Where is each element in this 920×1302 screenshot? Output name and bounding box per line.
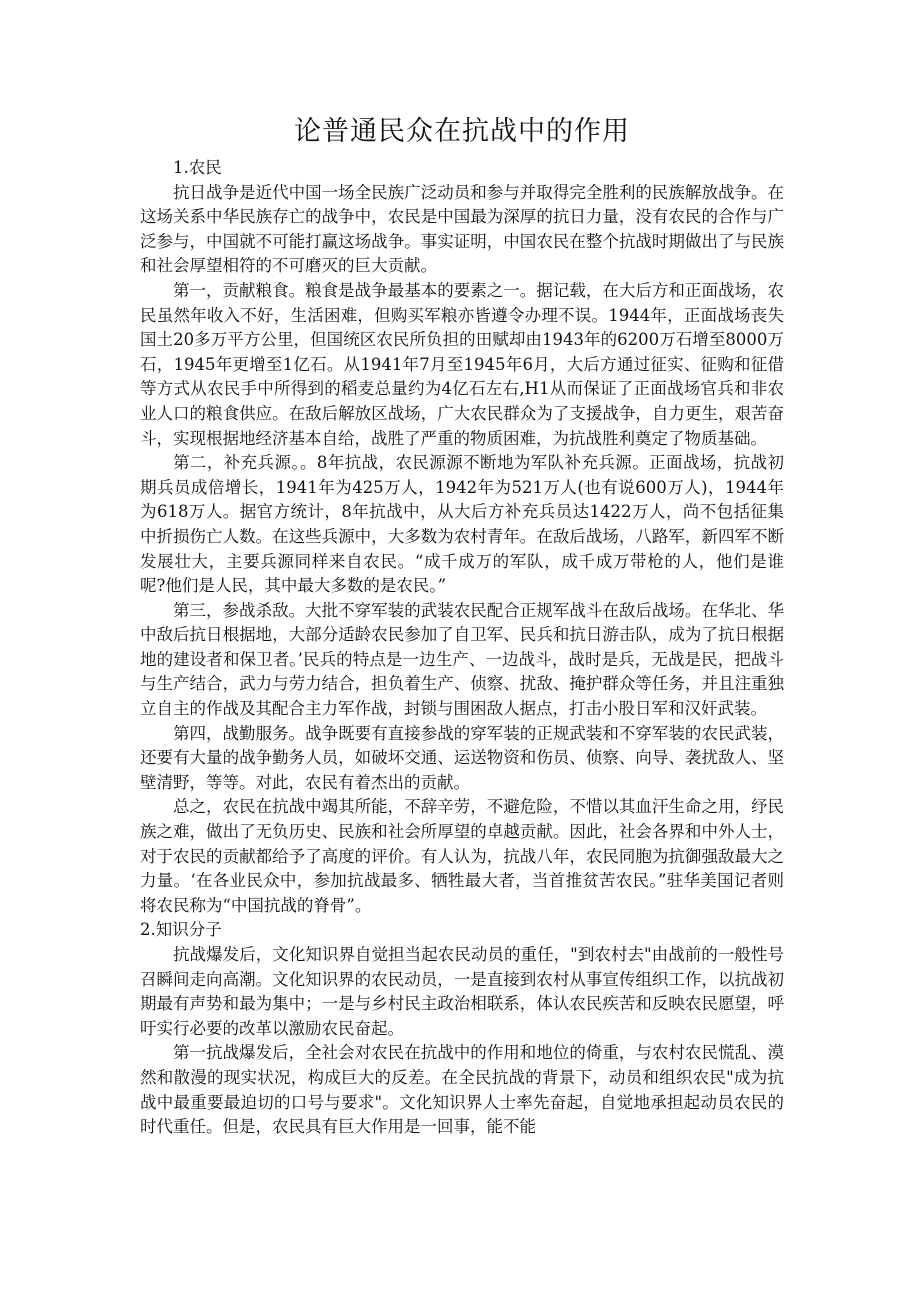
paragraph: 第三，参战杀敌。大批不穿军装的武装农民配合正规军战斗在敌后战场。在华北、华中敌后抗日根据地，大部分适龄农民参加了自卫军、民兵和抗日游击队，成为了抗日根据地的建设者和保卫者。’民兵的特点是一边生产、一边战斗，战时是兵，无战是民，把战斗与生产结合，武力与劳力结合，担负着生产、侦察、扰敌、掩护群众等任务，并且注重独立自主的作战及其配合主力军作战，封锁与围困敌人据点，打击小股日军和汉奸武装。 [140,600,784,719]
document-page [140,112,784,1140]
section-heading-farmers: 1.农民 [173,158,222,177]
paragraph: 第一，贡献粮食。粮食是战争最基本的要素之一。据记载，在大后方和正面战场，农民虽然年收入不好，生活困难，但购买军粮亦皆遵令办理不误。1944年，正面战场丧失国土20多万平方公里，但国统区农民所负担的田赋却由1943年的6200万石增至8000万石，1945年更增至1亿石。从1941年7月至1945年6月，大后方通过征实、征购和征借等方式从农民手中所得到的稻麦总量约为4亿石左右,H1从而保证了正面战场官兵和非农业人口的粮食供应。在敌后解放区战场，广大农民群众为了支援战争，自力更生，艰苦奋斗，实现根据地经济基本自给，战胜了严重的物质困难，为抗战胜利奠定了物质基础。 [140,280,784,448]
paragraph: 第一抗战爆发后，全社会对农民在抗战中的作用和地位的倚重，与农村农民慌乱、漠然和散漫的现实状况，构成巨大的反差。在全民抗战的背景下，动员和组织农民"成为抗战中最重要最迫切的口号与要求"。文化知识界人士率先奋起，自觉地承担起动员农民的时代重任。但是，农民具有巨大作用是一回事，能不能 [140,1043,784,1137]
paragraph: 抗日战争是近代中国一场全民族广泛动员和参与并取得完全胜利的民族解放战争。在这场关系中华民族存亡的战争中，农民是中国最为深厚的抗日力量，没有农民的合作与广泛参与，中国就不可能打赢这场战争。事实证明，中国农民在整个抗战时期做出了与民族和社会厚望相符的不可磨灭的巨大贡献。 [140,182,784,276]
paragraph: 第二，补充兵源。。8年抗战，农民源源不断地为军队补充兵源。正面战场，抗战初期兵员成倍增长，1941年为425万人，1942年为521万人(也有说600万人)，1944年为618万人。据官方统计，8年抗战中，从大后方补充兵员达1422万人，尚不包括征集中折损伤亡人数。在这些兵源中，大多数为农村青年。在敌后战场，八路军，新四军不断发展壮大，主要兵源同样来自农民。“成千成万的军队，成千成万带枪的人，他们是谁呢?他们是人民，其中最大多数的是农民。” [140,453,784,596]
section-intellectuals [140,918,784,1139]
section-heading-intellectuals: 2.知识分子 [140,920,222,940]
document-title: 论普通民众在抗战中的作用 [294,116,630,147]
paragraph: 总之，农民在抗战中竭其所能，不辞辛劳，不避危险，不惜以其血汗生命之用，纾民族之难，做出了无负历史、民族和社会所厚望的卓越贡献。因此，社会各界和中外人士，对于农民的贡献都给予了高度的评价。有人认为，抗战八年，农民同胞为抗御强敌最大之力量。‘在各业民众中，参加抗战最多、牺牲最大者，当首推贫苦农民。”驻华美国记者则将农民称为“中国抗战的脊骨”。 [140,797,784,915]
paragraph: 抗战爆发后，文化知识界自觉担当起农民动员的重任，"到农村去"由战前的一般性号召瞬间走向高潮。文化知识界的农民动员，一是直接到农村从事宣传组织工作，以抗战初期最有声势和最为集中；一是与乡村民主政治相联系，体认农民疾苦和反映农民愿望，呼吁实行必要的改革以激励农民奋起。 [140,945,784,1038]
section-farmers [140,156,784,918]
paragraph: 第四，战勤服务。战争既要有直接参战的穿军装的正规武装和不穿军装的农民武装，还要有大量的战争勤务人员，如破坏交通、运送物资和伤员、侦察、向导、袭扰敌人、坚壁清野，等等。对此，农民有着杰出的贡献。 [140,723,784,792]
